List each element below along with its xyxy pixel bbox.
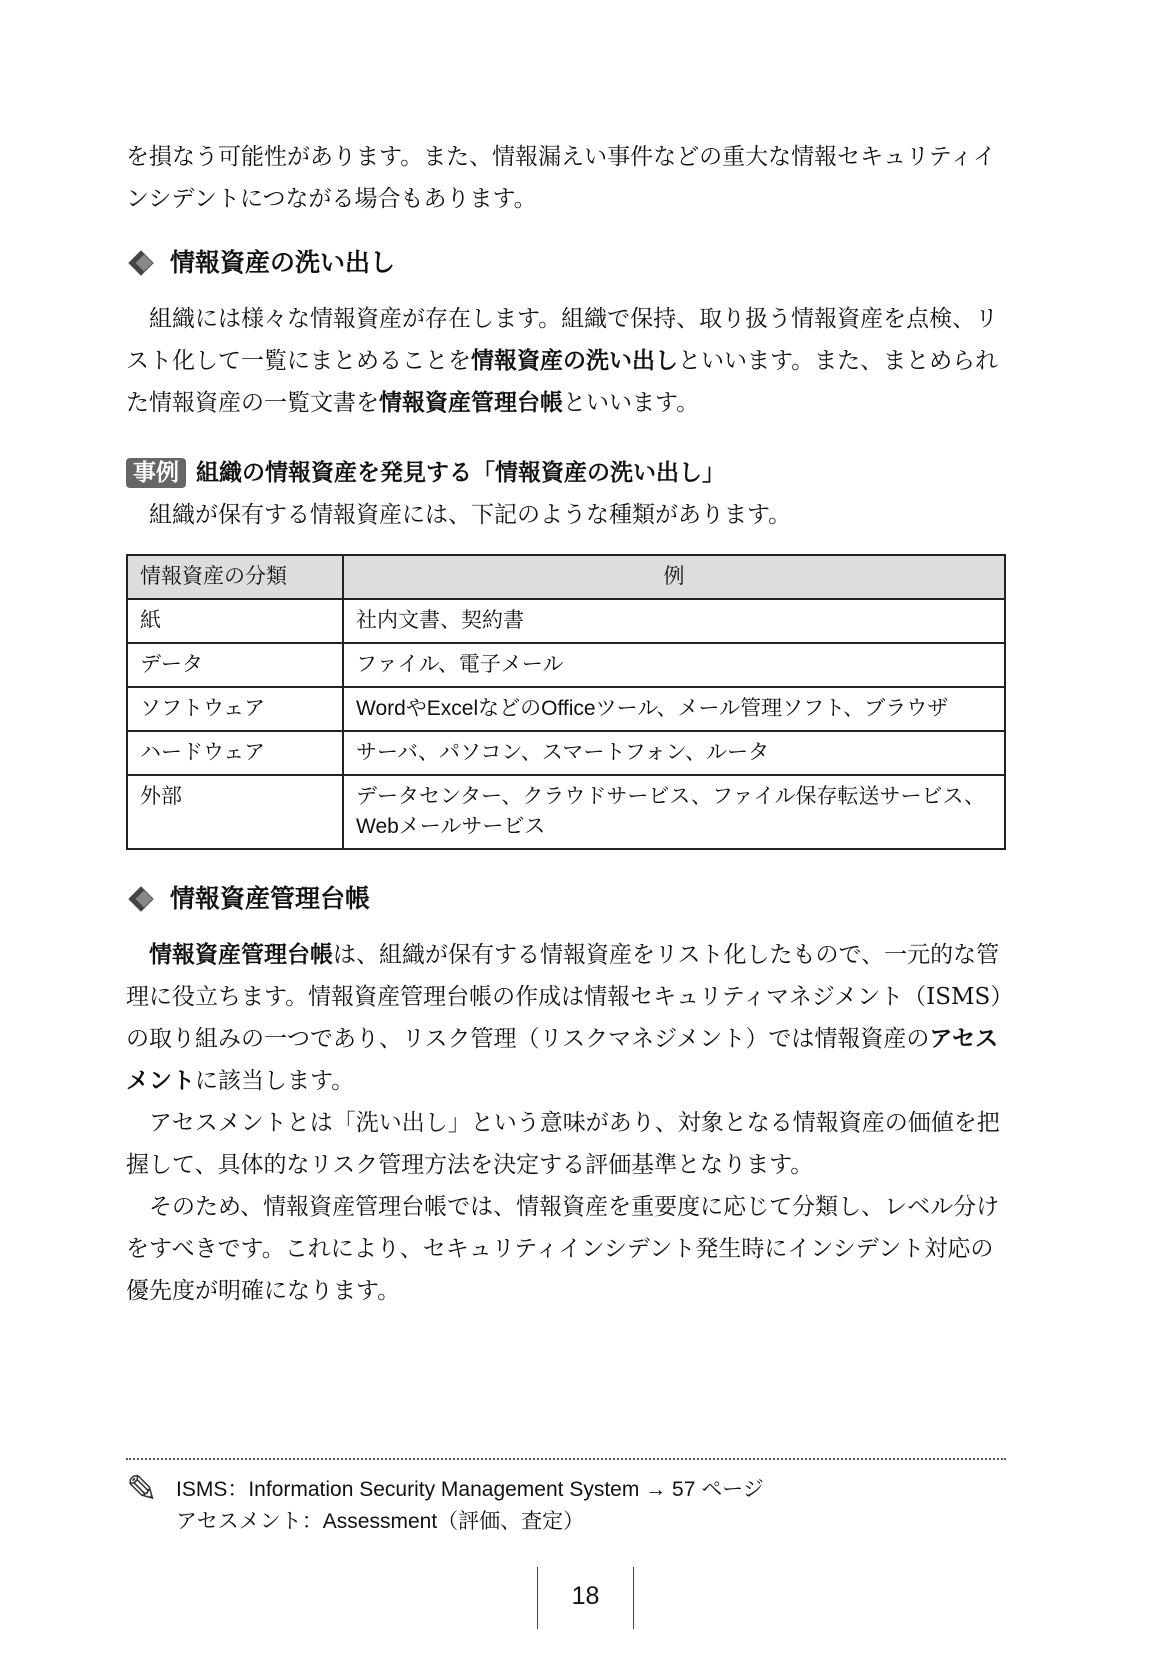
paragraph-4: そのため、情報資産管理台帳では、情報資産を重要度に応じて分類し、レベル分けをすべきです。これにより、セキュリティインシデント発生時にインシデント対応の優先度が明確になります。 <box>126 1194 1000 1304</box>
table-cell: ファイル、電子メール <box>343 643 1005 687</box>
table-cell: 外部 <box>127 775 343 849</box>
footnote-text <box>176 1474 764 1538</box>
term: アセスメント <box>126 1026 999 1094</box>
text: は、組織が保有する情報資産をリスト化したもので、一元的な管理に役立ちます。情報資産管理台帳の作成は情報セキュリティマネジメント（ISMS）の取り組みの一つであり、リスク管理（リスクマネジメント）では情報資産の <box>126 942 1002 1052</box>
header-cell: 例 <box>343 555 1005 599</box>
footnote-line: アセスメント：Assessment（評価、査定） <box>176 1510 585 1533</box>
table-row <box>127 643 1005 687</box>
table-cell: データセンター、クラウドサービス、ファイル保存転送サービス、Webメールサービス <box>343 775 1005 849</box>
case-text: 組織が保有する情報資産には、下記のような種類があります。 <box>149 502 792 528</box>
section-heading-1 <box>126 242 1006 284</box>
text: に該当します。 <box>195 1068 355 1094</box>
asset-table <box>126 554 1006 850</box>
paragraph-1 <box>126 298 1006 424</box>
term: 情報資産管理台帳 <box>149 942 333 968</box>
text: 組織には様々な情報資産が存在します。組織で保持、取り扱う情報資産を点検、リスト化して一覧にまとめることを <box>126 306 999 374</box>
main-content <box>126 136 1006 1312</box>
text: といいます。また、まとめられた情報資産の一覧文書を <box>126 348 999 416</box>
table-row <box>127 731 1005 775</box>
header-cell: 情報資産の分類 <box>127 555 343 599</box>
table-header <box>127 555 1005 599</box>
table-row <box>127 687 1005 731</box>
term: 情報資産管理台帳 <box>379 390 563 416</box>
table-cell: ソフトウェア <box>127 687 343 731</box>
table-row <box>127 599 1005 643</box>
text: といいます。 <box>563 390 700 416</box>
table-row <box>127 775 1005 849</box>
footnote <box>126 1458 1006 1538</box>
case-title: 組織の情報資産を発見する「情報資産の洗い出し」 <box>196 460 725 486</box>
section-heading-2 <box>126 878 1006 920</box>
section-title: 情報資産の洗い出し <box>170 248 396 277</box>
table-cell: WordやExcelなどのOfficeツール、メール管理ソフト、ブラウザ <box>343 687 1005 731</box>
paragraph-2 <box>126 934 1006 1102</box>
footnote-line: ISMS：Information Security Management System → 57 ページ <box>176 1478 764 1501</box>
table-cell: サーバ、パソコン、スマートフォン、ルータ <box>343 731 1005 775</box>
table-cell: 紙 <box>127 599 343 643</box>
case-heading <box>126 452 1006 494</box>
pencil-icon: ✎ <box>126 1469 158 1511</box>
page-number: 18 <box>537 1567 634 1629</box>
term: 情報資産の洗い出し <box>471 348 678 374</box>
table-cell: ハードウェア <box>127 731 343 775</box>
intro-text: を損なう可能性があります。また、情報漏えい事件などの重大な情報セキュリティインシデントにつながる場合もあります。 <box>126 144 996 212</box>
section-title: 情報資産管理台帳 <box>170 884 371 913</box>
case-tag: 事例 <box>126 458 186 488</box>
table-cell: データ <box>127 643 343 687</box>
table-cell: 社内文書、契約書 <box>343 599 1005 643</box>
paragraph-3: アセスメントとは「洗い出し」という意味があり、対象となる情報資産の価値を把握して、具体的なリスク管理方法を決定する評価基準となります。 <box>126 1110 1000 1178</box>
